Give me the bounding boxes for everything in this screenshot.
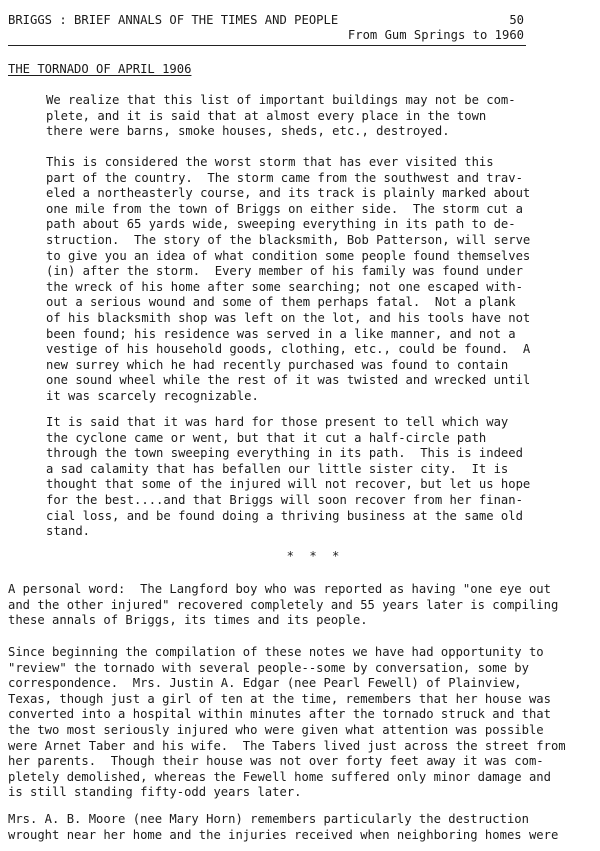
header-subtitle: From Gum Springs to 1960 (348, 28, 524, 46)
page-number: 50 (509, 13, 524, 27)
paragraph-3: It is said that it was hard for those present to tell which way the cyclone came or went, but that it cut a half-circle path through the town sweeping everything in its path. This is indeed a sad calamity that has befallen our little sister city. It is thought that some of the injured will not recover, but let us hope for the best....and that Briggs will soon recover from her finan- cial loss, and be found doing a thriving business at the same old stand. (46, 415, 531, 539)
paragraph-4: A personal word: The Langford boy who was reported as having "one eye out and the other injured" recovered completely and 55 years later is compiling these annals of Briggs, its times and its people. (8, 582, 559, 628)
paragraph-1: We realize that this list of important buildings may not be com- plete, and it is said that at almost every place in the town there were barns, smoke houses, sheds, etc., destroyed. (46, 93, 516, 139)
paragraph-6: Mrs. A. B. Moore (nee Mary Horn) remembers particularly the destruction wrought near her home and the injuries received when neighboring homes were (8, 812, 559, 842)
header-rule (8, 45, 526, 46)
running-header (8, 13, 524, 29)
paragraph-5: Since beginning the compilation of these notes we have had opportunity to "review" the tornado with several people--some by conversation, some by correspondence. Mrs. Justin A. Edgar (nee Pearl Fewell) of Plainview, Texas, though just a girl of ten at the time, remembers that her house was converted into a hospital within minutes after the tornado struck and that the two most seriously injured who were given what attention was possible were Arnet Taber and his wife. The Tabers lived just across the street from her parents. Though their house was not over forty feet away it was com- pletely demolished, whereas the Fewell home suffered only minor damage and is still standing fifty-odd years later. (8, 645, 566, 800)
section-separator: * * * (286, 549, 344, 563)
section-title: THE TORNADO OF APRIL 1906 (8, 62, 192, 76)
paragraph-2: This is considered the worst storm that has ever visited this part of the country. The storm came from the southwest and trav- eled a northeasterly course, and its track is plainly marked about one mile from the town of Briggs on either side. The storm cut a path about 65 yards wide, sweeping everything in its path to de- struction. The story of the blacksmith, Bob Patterson, will serve to give you an idea of what condition some people found themselves (in) after the storm. Every member of his family was found under the wreck of his home after some searching; not one escaped with- out a serious wound and some of them perhaps fatal. Not a plank of his blacksmith shop was left on the lot, and his tools have not been found; his residence was served in a like manner, and not a vestige of his household goods, clothing, etc., could be found. A new surrey which he had recently purchased was found to contain one sound wheel while the rest of it was twisted and wrecked until it was scarcely recognizable. (46, 155, 531, 403)
running-title: BRIGGS : BRIEF ANNALS OF THE TIMES AND PEOPLE (8, 13, 339, 27)
